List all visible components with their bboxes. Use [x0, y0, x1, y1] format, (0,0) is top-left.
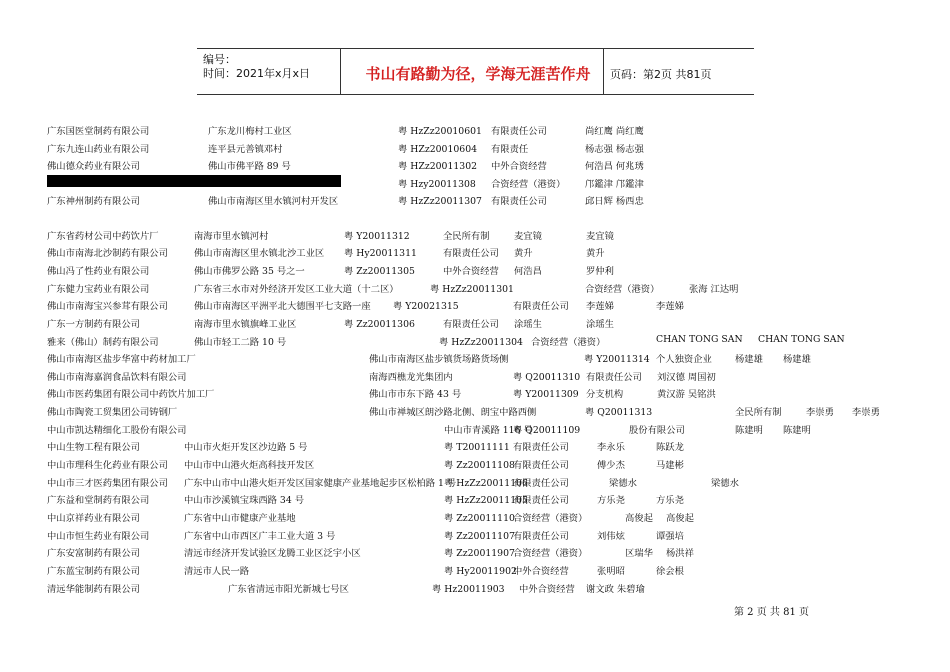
- company-address: 广东中山市中山港火炬开发区国家健康产业基地起步区松柏路 1 号: [184, 478, 457, 489]
- header-page-info: 页码：第2页 共81页: [610, 68, 712, 81]
- company-address: 佛山市佛罗公路 35 号之一: [194, 266, 305, 277]
- legal-person: 傅少杰: [597, 460, 625, 471]
- ownership-type: 有限责任公司: [513, 478, 569, 489]
- legal-person: 梁德水: [609, 478, 637, 489]
- legal-person: 张海 江达明: [689, 284, 739, 295]
- ownership-type: 合资经营（港资）: [491, 179, 566, 190]
- header-top-rule: [197, 48, 754, 49]
- legal-person: 区瑞华: [625, 548, 653, 559]
- responsible-person: CHAN TONG SAN: [758, 334, 845, 345]
- legal-person: 何浩昌: [514, 266, 542, 277]
- license-number: 粤 Q20011109: [513, 425, 581, 436]
- legal-person: 刘伟炫: [597, 531, 625, 542]
- ownership-type: 有限责任公司: [513, 495, 569, 506]
- company-name: 中山京祥药业有限公司: [47, 513, 140, 524]
- company-address: 佛山市南海区平洲平北大德围平七支路一座: [194, 301, 371, 312]
- ownership-type: 中外合资经营: [513, 566, 569, 577]
- company-address: 中山市青溪路 116 号: [444, 425, 533, 436]
- company-name: 佛山冯了性药业有限公司: [47, 266, 150, 277]
- company-name: 佛山市陶瓷工贸集团公司铸钢厂: [47, 407, 178, 418]
- legal-person: 李崇勇: [806, 407, 834, 418]
- legal-person: 黄升: [514, 248, 533, 259]
- ownership-type: 全民所有制: [735, 407, 782, 418]
- doc-number-label: 编号：: [203, 53, 236, 66]
- responsible-person: 李崇勇: [852, 407, 880, 418]
- ownership-type: 合资经营（港资）: [531, 337, 606, 348]
- license-number: 粤 Q20011310: [513, 372, 581, 383]
- ownership-type: 合资经营（港资）: [585, 284, 660, 295]
- license-number: 粤 Zz20011305: [344, 266, 415, 277]
- company-address: 连平县元善镇邓村: [208, 144, 283, 155]
- company-address: 佛山市市东下路 43 号: [369, 389, 462, 400]
- legal-person: 李莲娣: [586, 301, 614, 312]
- legal-person: 张明昭: [597, 566, 625, 577]
- license-number: 粤 Zz20011907: [444, 548, 515, 559]
- company-name: 中山市理科生化药业有限公司: [47, 460, 168, 471]
- redaction-bar: [47, 175, 341, 187]
- license-number: 粤 Hzy20011308: [398, 179, 476, 190]
- license-number: 粤 Hz20011903: [432, 584, 505, 595]
- ownership-type: 有限责任: [491, 144, 529, 155]
- license-number: 粤 Y20011314: [584, 354, 650, 365]
- company-address: 中山市沙溪镇宝珠西路 34 号: [184, 495, 305, 506]
- company-name: 中山市三才医药集团有限公司: [47, 478, 168, 489]
- company-name: 广东国医堂制药有限公司: [47, 126, 150, 137]
- ownership-type: 有限责任公司: [586, 372, 642, 383]
- license-number: 粤 Y20011309: [513, 389, 579, 400]
- ownership-type: 有限责任公司: [513, 531, 569, 542]
- company-address: 广东省中山市健康产业基地: [184, 513, 296, 524]
- doc-time-label: 时间：2021年x月x日: [203, 67, 311, 80]
- ownership-type: 股份有限公司: [629, 425, 685, 436]
- license-number: 粤 HzZz20011307: [398, 196, 482, 207]
- license-number: 粤 Hy20011902: [444, 566, 517, 577]
- responsible-person: 罗仲利: [586, 266, 614, 277]
- license-number: 粤 HzZz20010601: [398, 126, 482, 137]
- company-address: 广东省清远市阳光新城七号区: [228, 584, 349, 595]
- company-name: 中山生物工程有限公司: [47, 442, 140, 453]
- company-name: 佛山市医药集团有限公司中药饮片加工厂: [47, 389, 215, 400]
- header-divider: [603, 49, 604, 94]
- company-name: 佛山市南海区盐步华富中药材加工厂: [47, 354, 196, 365]
- page-header: [197, 48, 754, 96]
- company-name: 广东益和堂制药有限公司: [47, 495, 150, 506]
- license-number: 粤 HzZz20011106: [444, 478, 528, 489]
- company-address: 清远市人民一路: [184, 566, 250, 577]
- responsible-person: 黄升: [586, 248, 605, 259]
- company-name: 广东一方制药有限公司: [47, 319, 140, 330]
- legal-person: 尚红鹰 尚红鹰: [585, 126, 644, 137]
- company-name: 广东省药材公司中药饮片厂: [47, 231, 159, 242]
- header-slogan: 书山有路勤为径，学海无涯苦作舟: [365, 65, 591, 83]
- company-address: 广东省三水市对外经济开发区工业大道（十二区）: [194, 284, 399, 295]
- company-name: 清远华能制药有限公司: [47, 584, 140, 595]
- ownership-type: 有限责任公司: [513, 442, 569, 453]
- company-name: 雅来（佛山）制药有限公司: [47, 337, 159, 348]
- responsible-person: 徐会根: [656, 566, 684, 577]
- legal-person: 麦宜镜: [514, 231, 542, 242]
- header-divider: [340, 49, 341, 94]
- company-address: 佛山市南海区里水镇河村开发区: [208, 196, 339, 207]
- ownership-type: 合资经营（港资）: [513, 548, 588, 559]
- license-number: 粤 HzZz20011105: [444, 495, 528, 506]
- responsible-person: 涂瑶生: [586, 319, 614, 330]
- license-number: 粤 Hy20011311: [344, 248, 417, 259]
- company-address: 南海西樵龙光集团内: [369, 372, 453, 383]
- license-number: 粤 Q20011313: [585, 407, 653, 418]
- company-address: 广东龙川梅村工业区: [208, 126, 292, 137]
- company-name: 佛山德众药业有限公司: [47, 161, 140, 172]
- company-name: 中山市恒生药业有限公司: [47, 531, 150, 542]
- company-name: 广东安富制药有限公司: [47, 548, 140, 559]
- license-number: 粤 Y20021315: [393, 301, 459, 312]
- ownership-type: 全民所有制: [443, 231, 490, 242]
- responsible-person: 杨建雄: [783, 354, 811, 365]
- company-name: 广东神州制药有限公司: [47, 196, 140, 207]
- legal-person: 邱日辉 杨西忠: [585, 196, 644, 207]
- license-number: 粤 T20011111: [444, 442, 510, 453]
- company-address: 佛山市轻工二路 10 号: [194, 337, 287, 348]
- company-name: 广东九连山药业有限公司: [47, 144, 150, 155]
- responsible-person: 马建彬: [656, 460, 684, 471]
- ownership-type: 有限责任公司: [491, 126, 547, 137]
- legal-person: 杨志强 杨志强: [585, 144, 644, 155]
- company-name: 佛山市南海北沙制药有限公司: [47, 248, 168, 259]
- ownership-type: 有限责任公司: [443, 319, 499, 330]
- company-name: 中山市凯达精细化工股份有限公司: [47, 425, 187, 436]
- responsible-person: 陈建明: [783, 425, 811, 436]
- license-number: 粤 Y20011312: [344, 231, 410, 242]
- responsible-person: 陈跃龙: [656, 442, 684, 453]
- company-address: 佛山市禅城区朗沙路北侧、朗宝中路西侧: [369, 407, 537, 418]
- company-address: 佛山市佛平路 89 号: [208, 161, 291, 172]
- ownership-type: 有限责任公司: [443, 248, 499, 259]
- company-address: 广东省中山市西区广丰工业大道 3 号: [184, 531, 336, 542]
- responsible-person: 方乐尧: [656, 495, 684, 506]
- legal-person: 刘汉德 周国初: [657, 372, 716, 383]
- license-number: 粤 Zz20011108: [444, 460, 515, 471]
- responsible-person: 谭强培: [656, 531, 684, 542]
- page-footer: 第 2 页 共 81 页: [734, 607, 809, 618]
- ownership-type: 个人独资企业: [656, 354, 712, 365]
- legal-person: 邝鑑津 邝鑑津: [585, 179, 644, 190]
- legal-person: 陈建明: [735, 425, 763, 436]
- company-address: 佛山市南海区里水镇北沙工业区: [194, 248, 325, 259]
- legal-person: 何浩昌 何兆琇: [585, 161, 644, 172]
- company-name: 佛山市南海嘉润食品饮料有限公司: [47, 372, 187, 383]
- responsible-person: 杨洪祥: [666, 548, 694, 559]
- company-address: 佛山市南海区盐步镇货场路货场侧: [369, 354, 509, 365]
- responsible-person: 李莲娣: [656, 301, 684, 312]
- legal-person: 谢文政 朱碧瑜: [586, 584, 645, 595]
- license-number: 粤 Zz20011306: [344, 319, 415, 330]
- license-number: 粤 Zz20011107: [444, 531, 515, 542]
- company-address: 南海市里水镇旗峰工业区: [194, 319, 297, 330]
- legal-person: CHAN TONG SAN: [656, 334, 743, 345]
- ownership-type: 中外合资经营: [519, 584, 575, 595]
- license-number: 粤 Zz20011110: [444, 513, 515, 524]
- ownership-type: 有限责任公司: [513, 460, 569, 471]
- legal-person: 高俊起: [625, 513, 653, 524]
- company-name: 广东蓝宝制药有限公司: [47, 566, 140, 577]
- ownership-type: 中外合资经营: [443, 266, 499, 277]
- company-address: 中山市中山港火炬高科技开发区: [184, 460, 315, 471]
- company-address: 中山市火炬开发区沙边路 5 号: [184, 442, 308, 453]
- company-address: 南海市里水镇河村: [194, 231, 269, 242]
- ownership-type: 中外合资经营: [491, 161, 547, 172]
- ownership-type: 有限责任公司: [491, 196, 547, 207]
- responsible-person: 梁德水: [711, 478, 739, 489]
- ownership-type: 分支机构: [586, 389, 624, 400]
- license-number: 粤 HZz20011302: [398, 161, 478, 172]
- header-bottom-rule: [197, 94, 754, 95]
- responsible-person: 高俊起: [666, 513, 694, 524]
- legal-person: 黄汉游 吴铭洪: [657, 389, 716, 400]
- license-number: 粤 HZz20010604: [398, 144, 478, 155]
- license-number: 粤 HzZz20011301: [430, 284, 514, 295]
- legal-person: 涂瑶生: [514, 319, 542, 330]
- ownership-type: 合资经营（港资）: [513, 513, 588, 524]
- company-name: 广东健力宝药业有限公司: [47, 284, 150, 295]
- company-name: 佛山市南海宝兴参茸有限公司: [47, 301, 168, 312]
- legal-person: 杨建雄: [735, 354, 763, 365]
- legal-person: 方乐尧: [597, 495, 625, 506]
- responsible-person: 麦宜镜: [586, 231, 614, 242]
- legal-person: 李永乐: [597, 442, 625, 453]
- company-address: 清远市经济开发试验区龙腾工业区泛宇小区: [184, 548, 361, 559]
- license-number: 粤 HzZz20011304: [439, 337, 523, 348]
- ownership-type: 有限责任公司: [513, 301, 569, 312]
